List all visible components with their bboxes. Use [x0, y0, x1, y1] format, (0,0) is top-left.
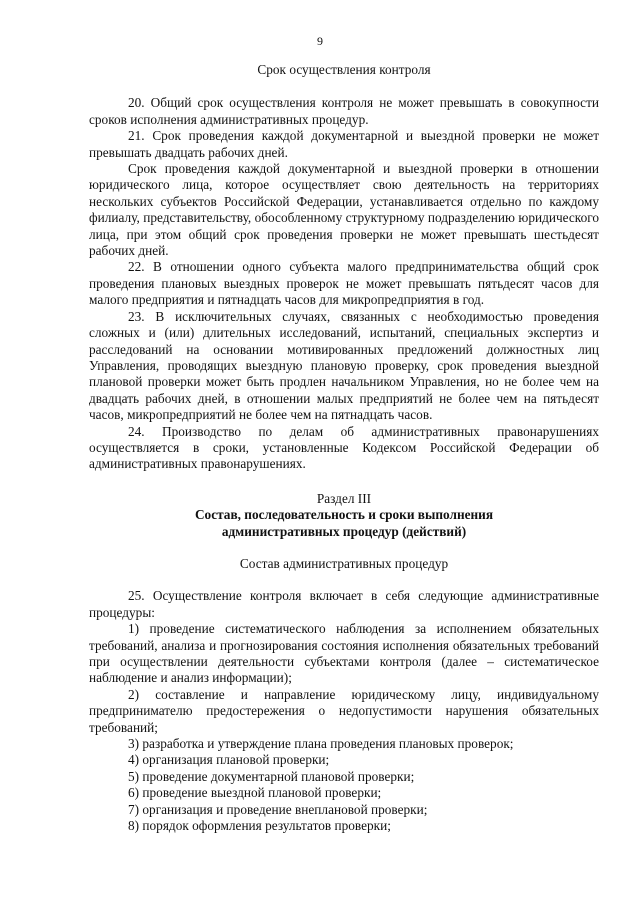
- section-label: Раздел III: [316, 490, 372, 506]
- paragraph-21-continuation: Срок проведения каждой документарной и выездной проверки в отношении юридического лица, которое осуществляет свою деятельность на территориях нескольких субъектов Российской Федерации, устанавливается отдельно по каждому филиалу, представительству, обособленному структурному подразделению юридического лица, при этом общий срок проведения проверки не может превышать шестьдесят рабочих дней.: [89, 161, 599, 259]
- list-item: 2) составление и направление юридическому лицу, индивидуальному предпринимателю предостережения о недопустимости нарушения обязательных требований;: [89, 686, 599, 735]
- page-content: [89, 62, 599, 834]
- list-item: 8) порядок оформления результатов проверки;: [128, 818, 391, 834]
- paragraph-25: 25. Осуществление контроля включает в себя следующие административные процедуры:: [89, 588, 599, 620]
- paragraph-21: 21. Срок проведения каждой документарной и выездной проверки не может превышать двадцать рабочих дней.: [89, 128, 599, 160]
- section-title-line-1: Состав, последовательность и сроки выполнения: [194, 507, 494, 523]
- paragraph-20: 20. Общий срок осуществления контроля не может превышать в совокупности сроков исполнения административных процедур.: [89, 95, 599, 127]
- list-item: 1) проведение систематического наблюдения за исполнением обязательных требований, анализа и прогнозирования состояния исполнения обязательных требований при осуществлении деятельности субъектами контроля (далее – систематическое наблюдение и анализ информации);: [89, 621, 599, 686]
- list-item: 6) проведение выездной плановой проверки;: [128, 785, 382, 801]
- list-item: 4) организация плановой проверки;: [128, 752, 330, 768]
- section-title-line-2: административных процедур (действий): [221, 523, 467, 539]
- paragraph-24: 24. Производство по делам об административных правонарушениях осуществляется в сроки, установленные Кодексом Российской Федерации об административных правонарушениях.: [89, 423, 599, 472]
- list-item: 5) проведение документарной плановой проверки;: [128, 768, 415, 784]
- page-number: 9: [317, 34, 323, 48]
- list-item: 3) разработка и утверждение плана проведения плановых проверок;: [128, 736, 514, 752]
- paragraph-23: 23. В исключительных случаях, связанных с необходимостью проведения сложных и (или) длительных исследований, испытаний, специальных экспертиз и расследований на основании мотивированных предложений должностных лиц Управления, проводящих выездную плановую проверку, срок проведения выездной плановой проверки может быть продлен начальником Управления, но не более чем на двадцать рабочих дней, в отношении малых предприятий не более чем на пятьдесят часов, микропредприятий не более чем на пятнадцать часов.: [89, 308, 599, 423]
- list-item: 7) организация и проведение внеплановой проверки;: [128, 801, 428, 817]
- subsection-title: Состав административных процедур: [239, 555, 449, 571]
- section-title-control-period: Срок осуществления контроля: [257, 62, 431, 77]
- paragraph-22: 22. В отношении одного субъекта малого предпринимательства общий срок проведения плановых выездных проверок не может превышать пятьдесят часов для малого предприятия и пятнадцать часов для микропредприятия в год.: [89, 259, 599, 308]
